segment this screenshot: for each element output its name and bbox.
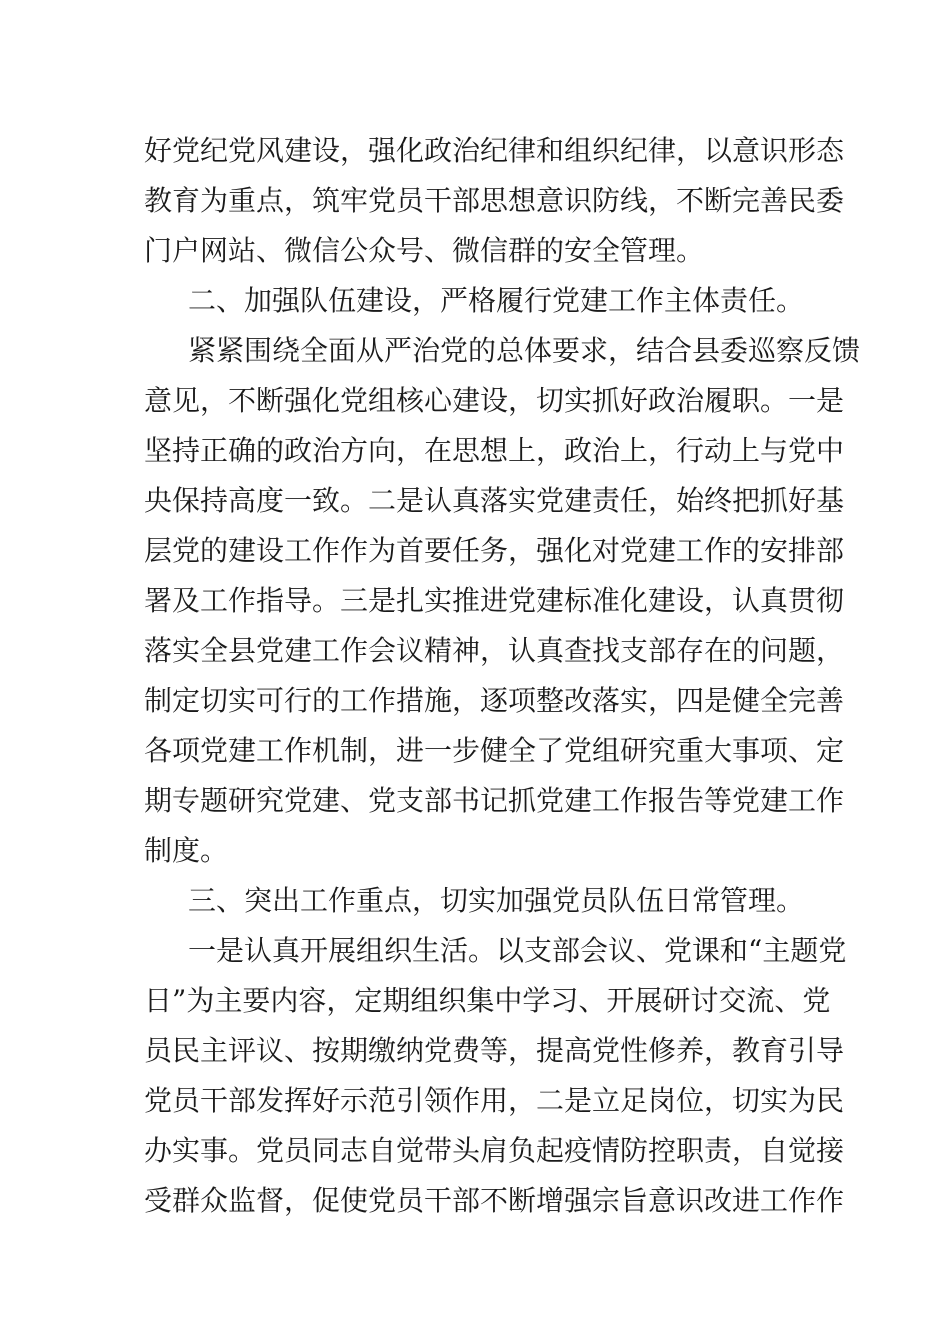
text-line: 党员干部发挥好示范引领作用，二是立足岗位，切实为民: [144, 1084, 845, 1117]
text-line: 坚持正确的政治方向，在思想上，政治上，行动上与党中: [144, 434, 845, 467]
text-line: 制定切实可行的工作措施，逐项整改落实，四是健全完善: [144, 684, 845, 717]
text-line: 署及工作指导。三是扎实推进党建标准化建设，认真贯彻: [144, 584, 845, 617]
text-line: 教育为重点，筑牢党员干部思想意识防线，不断完善民委: [144, 184, 845, 217]
text-line: 日”为主要内容，定期组织集中学习、开展研讨交流、党: [144, 984, 831, 1017]
text-line: 期专题研究党建、党支部书记抓党建工作报告等党建工作: [144, 784, 845, 817]
text-line: 各项党建工作机制，进一步健全了党组研究重大事项、定: [144, 734, 845, 767]
text-line: 员民主评议、按期缴纳党费等，提高党性修养，教育引导: [144, 1034, 845, 1067]
text-line: 门户网站、微信公众号、微信群的安全管理。: [144, 234, 705, 267]
text-line: 受群众监督，促使党员干部不断增强宗旨意识改进工作作: [144, 1184, 845, 1217]
section-heading: 三、突出工作重点，切实加强党员队伍日常管理。: [188, 884, 805, 917]
text-line: 制度。: [144, 834, 229, 867]
text-line: 层党的建设工作作为首要任务，强化对党建工作的安排部: [144, 534, 845, 567]
text-line: 落实全县党建工作会议精神，认真查找支部存在的问题，: [144, 634, 845, 667]
text-line: 一是认真开展组织生活。以支部会议、党课和“主题党: [188, 934, 847, 967]
text-line: 紧紧围绕全面从严治党的总体要求，结合县委巡察反馈: [188, 334, 861, 367]
section-heading: 二、加强队伍建设，严格履行党建工作主体责任。: [188, 284, 805, 317]
text-line: 好党纪党风建设，强化政治纪律和组织纪律，以意识形态: [144, 134, 845, 167]
text-line: 央保持高度一致。二是认真落实党建责任，始终把抓好基: [144, 484, 845, 517]
text-line: 意见，不断强化党组核心建设，切实抓好政治履职。一是: [144, 384, 845, 417]
text-line: 办实事。党员同志自觉带头肩负起疫情防控职责，自觉接: [144, 1134, 845, 1167]
